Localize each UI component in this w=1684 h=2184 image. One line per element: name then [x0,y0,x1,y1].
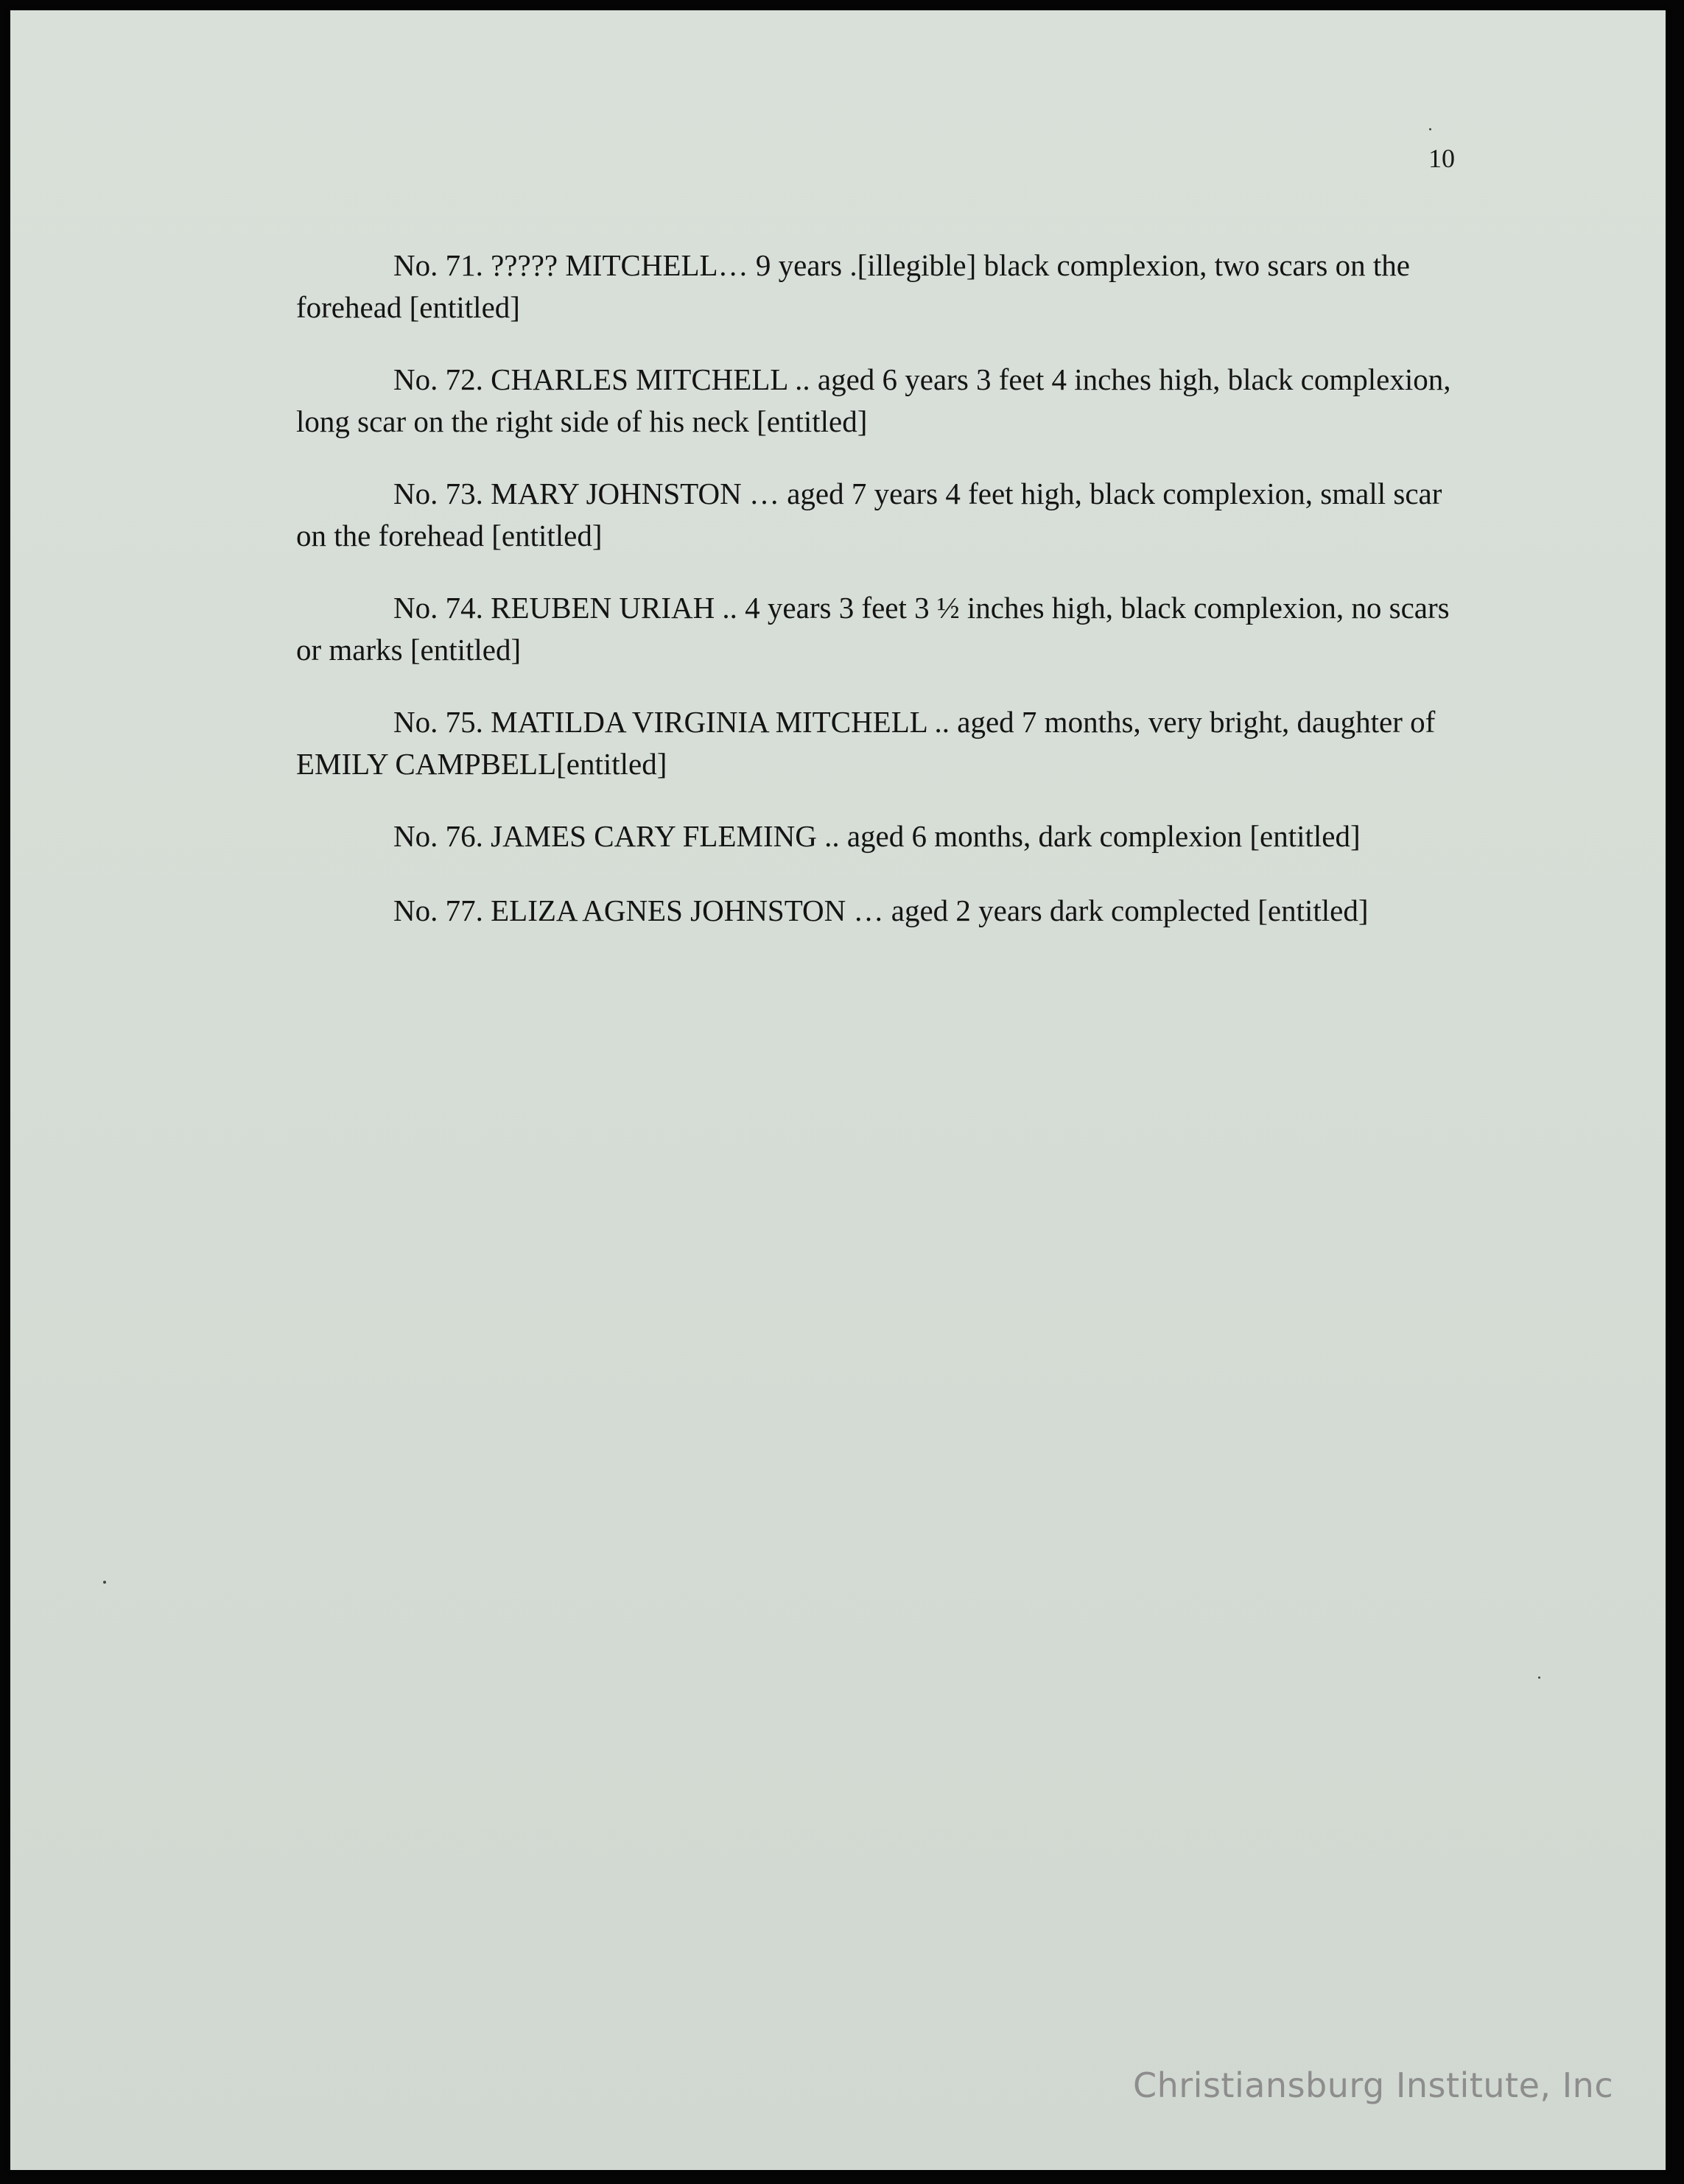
watermark: Christiansburg Institute, Inc [1133,2065,1614,2105]
list-item: No. 73. MARY JOHNSTON … aged 7 years 4 feet high, black complexion, small scar on the forehead [entitled] [296,477,1442,552]
entry-list [296,245,1467,962]
list-item: No. 71. ????? MITCHELL… 9 years .[illegible] black complexion, two scars on the forehead [entitled] [296,248,1410,324]
list-item: No. 77. ELIZA AGNES JOHNSTON … aged 2 years dark complected [entitled] [393,893,1369,927]
list-item: No. 72. CHARLES MITCHELL .. aged 6 years 3 feet 4 inches high, black complexion, long scar on the right side of his neck [entitled] [296,362,1451,438]
paper-speck [1429,128,1431,130]
paper-speck [103,1581,106,1584]
paper-speck [1538,1676,1540,1679]
document-page [10,10,1666,2170]
page-number: 10 [1428,144,1455,173]
list-item: No. 74. REUBEN URIAH .. 4 years 3 feet 3 ½ inches high, black complexion, no scars or marks [entitled] [296,591,1450,667]
list-item: No. 76. JAMES CARY FLEMING .. aged 6 months, dark complexion [entitled] [393,819,1361,853]
list-item: No. 75. MATILDA VIRGINIA MITCHELL .. aged 7 months, very bright, daughter of EMILY CAMPBELL[entitled] [296,705,1436,781]
